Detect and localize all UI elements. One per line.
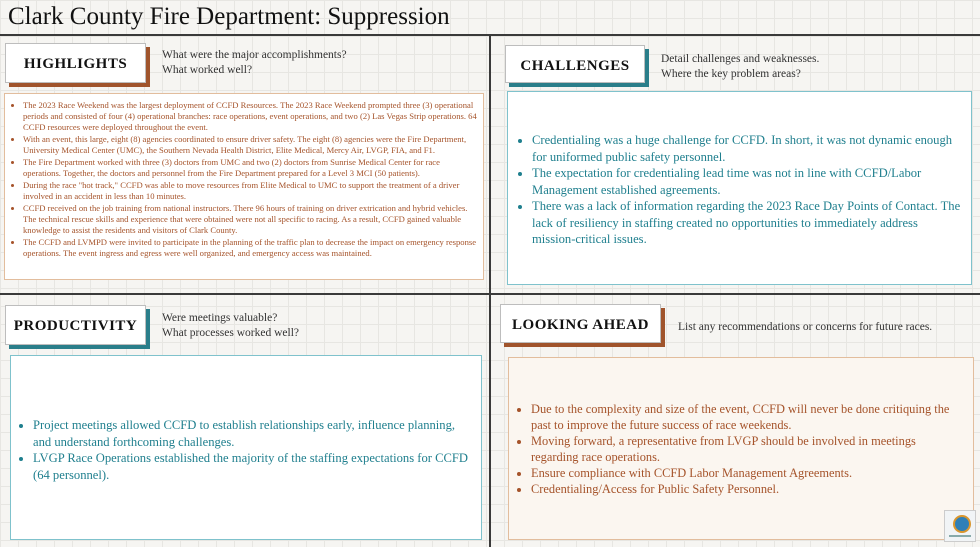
highlights-box (4, 93, 484, 280)
list-item: • The 2023 Race Weekend was the largest deployment of CCFD Resources. The 2023 Race Weekend prompted three (3) operational periods and consisted of four (4) operational branches: race operations, event operations, and two (2) Las Vegas Strip operations. 64 CCFD resources were deployed throughout the event. (23, 100, 477, 133)
productivity-label: PRODUCTIVITY (5, 305, 146, 345)
highlights-label: HIGHLIGHTS (5, 43, 146, 83)
highlights-prompt-line: What were the major accomplishments? (162, 49, 347, 61)
list-item: • The CCFD and LVMPD were invited to participate in the planning of the traffic plan to decrease the impact on emergency response operations. The event ingress and egress were well organized, and emergency access was maintained. (23, 237, 477, 259)
list-item: • Due to the complexity and size of the event, CCFD will never be done critiquing the past to improve the future success of race weekends. (531, 401, 965, 433)
logo-emblem (953, 515, 971, 533)
challenges-list (518, 132, 961, 248)
challenges-box (507, 91, 972, 285)
challenges-prompt-line: Detail challenges and weaknesses. (661, 53, 820, 65)
highlights-list (11, 100, 477, 259)
horizontal-divider (0, 293, 980, 295)
list-item: • With an event, this large, eight (8) agencies coordinated to ensure driver safety. The eight (8) agencies were the Fire Department, University Medical Center (UMC), the Southern Nevada Health District, Elite Medical, Mercy Air, LVGP, FIA, and F1. (23, 134, 477, 156)
productivity-list (19, 417, 473, 483)
list-item: • Credentialing was a huge challenge for CCFD. In short, it was not dynamic enough for uniformed public safety personnel. (532, 132, 961, 165)
list-item: • The expectation for credentialing lead time was not in line with CCFD/Labor Management established agreements. (532, 165, 961, 198)
challenges-prompt-line: Where the key problem areas? (661, 67, 801, 80)
list-item: • The Fire Department worked with three (3) doctors from UMC and two (2) doctors from Sunrise Medical Center for race operations. Together, the doctors and personnel from the Fire Department prepared for a Level 3 MCI (50 patients). (23, 157, 477, 179)
list-item: • LVGP Race Operations established the majority of the staffing expectations for CCFD (64 personnel). (33, 450, 473, 483)
productivity-prompt (162, 311, 299, 340)
list-item: • Credentialing/Access for Public Safety Personnel. (531, 481, 965, 497)
challenges-label: CHALLENGES (505, 45, 645, 83)
channel-logo-icon (944, 510, 976, 542)
list-item: • There was a lack of information regarding the 2023 Race Day Points of Contact. The lack of resiliency in staffing created no opportunities to immediately address mission-critical issues. (532, 198, 961, 248)
logo-wordmark (949, 535, 971, 537)
looking-ahead-box (508, 357, 974, 540)
challenges-prompt (661, 52, 819, 81)
page-title: Clark County Fire Department: Suppression (8, 3, 450, 30)
list-item: • CCFD received on the job training from national instructors. There 96 hours of training on driver extrication and hybrid vehicles. The technical rescue skills and experience that were obtained were not all specific to racing. As a result, CCFD gained valuable knowledge to assist the residents and visitors of Clark County. (23, 203, 477, 236)
highlights-prompt (162, 48, 347, 77)
highlights-prompt-line: What worked well? (162, 63, 253, 76)
productivity-prompt-line: What processes worked well? (162, 326, 299, 339)
list-item: • Ensure compliance with CCFD Labor Management Agreements. (531, 465, 965, 481)
looking-ahead-prompt-line: List any recommendations or concerns for future races. (678, 321, 933, 333)
looking-ahead-prompt (678, 320, 932, 335)
list-item: • Project meetings allowed CCFD to establish relationships early, influence planning, and understand forthcoming challenges. (33, 417, 473, 450)
looking-ahead-list (517, 401, 965, 497)
vertical-divider (489, 36, 491, 547)
list-item: • Moving forward, a representative from LVGP should be involved in meetings regarding race operations. (531, 433, 965, 465)
list-item: • During the race "hot track," CCFD was able to move resources from Elite Medical to UMC to support the treatment of a driver involved in an accident in less than 10 minutes. (23, 180, 477, 202)
productivity-box (10, 355, 482, 540)
productivity-prompt-line: Were meetings valuable? (162, 312, 278, 324)
looking-ahead-label: LOOKING AHEAD (500, 304, 661, 343)
